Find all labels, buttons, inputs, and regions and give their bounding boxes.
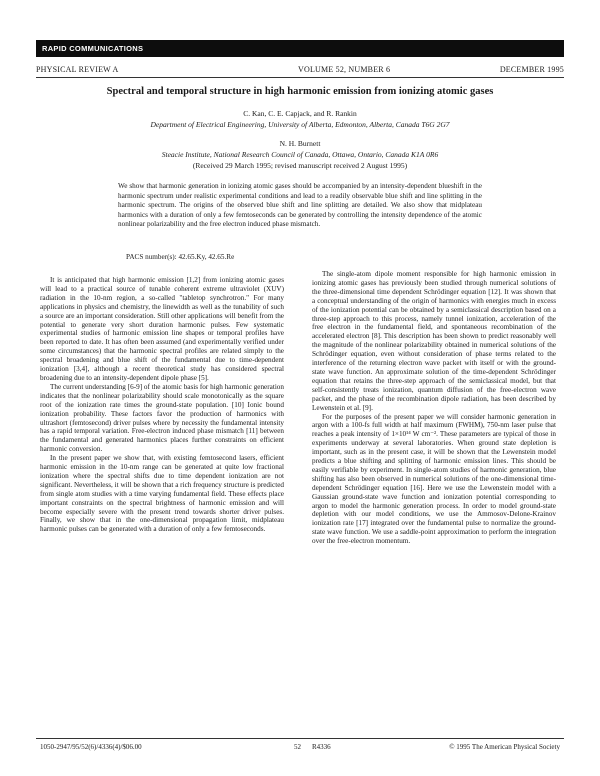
volume-footer: 52 <box>294 743 301 751</box>
affiliation-1: Department of Electrical Engineering, University of Alberta, Edmonton, Alberta, Canada T6G 2G7 <box>150 120 450 129</box>
paragraph: The current understanding [6-9] of the atomic basis for high harmonic generation indicates that the nonlinear polarizability should scale monotonically as the square root of the ionization rate times the ground-state population. [10] Ionic bound ionization probability. These factors favor the production of harmonics with ultrashort (femtosecond) driver pulses where by necessity the fundamental intensity has a rapid temporal variation. Free-electron induced phase mismatch [11] between the fundamental and generated harmonics places further constraints on efficient harmonic conversion. <box>40 382 284 454</box>
header-rule <box>36 77 564 78</box>
page-code: R4336 <box>312 743 331 751</box>
right-column <box>312 270 556 546</box>
copyright: © 1995 The American Physical Society <box>449 743 560 751</box>
left-column <box>40 276 284 534</box>
issn-code: 1050-2947/95/52(6)/4336(4)/$06.00 <box>40 743 142 751</box>
volume-number: VOLUME 52, NUMBER 6 <box>298 65 391 74</box>
journal-header <box>36 64 564 75</box>
journal-name: PHYSICAL REVIEW A <box>36 65 119 74</box>
author-list-1: C. Kan, C. E. Capjack, and R. Rankin <box>243 109 357 118</box>
author-list-2: N. H. Burnett <box>279 139 321 148</box>
received-dates: (Received 29 March 1995; revised manuscript received 2 August 1995) <box>192 161 408 170</box>
affiliation-2: Steacie Institute, National Research Council of Canada, Ottawa, Ontario, Canada K1A 0R6 <box>161 150 439 159</box>
paragraph: In the present paper we show that, with existing femtosecond lasers, efficient harmonic emission in the 10-nm range can be generated at quite low fractional ionization where the spectral shifts due to time dependent ionization are not significant. Nevertheless, it will be shown that a rich frequency structure is predicted from single atom studies with a time varying fundamental field. These effects place important constraints on the spectral brightness of harmonic emission and will become especially severe with the present trend towards shorter driver pulses. Finally, we show that in the one-dimensional propagation limit, midplateau harmonic pulses can be generated with a duration of only a few femtoseconds. <box>40 454 284 534</box>
pacs-numbers: PACS number(s): 42.65.Ky, 42.65.Re <box>126 253 235 261</box>
footer-rule <box>36 738 564 739</box>
paragraph: The single-atom dipole moment responsible for high harmonic emission in ionizing atomic gases has previously been studied through numerical solutions of the three-dimensional time dependent Schrödinger equation [12]. It was shown that a conceptual understanding of the origin of harmonics with energies much in excess of the ionization potential can be obtained by a semiclassical description based on a three-step approach to this process, namely tunnel ionization, acceleration of the free electron in the fundamental field, and spontaneous recombination of the accelerated electron [8]. This description has been shown to predict reasonably well the magnitude of the nonlinear polarizability obtained in numerical solutions of the Schrödinger equation, even without consideration of phase terms related to the interference of the returning electron wave packet with itself or with the ground-state wave function. An approximate solution of the time-dependent Schrödinger equation that retains the three-step approach of the semiclassical model, but that self-consistently treats ionization, quantum diffusion of the free-electron wave packet, and the phase of the recombination dipole radiation, has been described by Lewenstein et al. [9]. <box>312 270 556 412</box>
abstract: We show that harmonic generation in ionizing atomic gases should be accompanied by an intensity-dependent blueshift in the harmonic spectrum under realistic experimental conditions and lead to a readily observable blue shift and line splitting in the harmonic spectrum. The origins of the observed blue shift and line splitting are detailed. We also show that midplateau harmonics with a duration of only a few femtoseconds can be generated by controlling the intensity dependence of the atomic nonlinear polarizability and the free electron induced phase mismatch. <box>118 182 482 229</box>
issue-date: DECEMBER 1995 <box>499 65 564 74</box>
paragraph: It is anticipated that high harmonic emission [1,2] from ionizing atomic gases will lead to a practical source of tunable coherent extreme ultraviolet (XUV) radiation in the 10-nm region, a so-called "tabletop synchrotron." For many applications in physics and chemistry, the linewidth as well as the tunability of such a source are an important consideration. Still other applications will benefit from the potential to generate very short duration harmonic pulses. Few systematic experimental studies of harmonic emission line shapes or temporal profiles have been reported to date. It has often been assumed (and experimentally verified under some circumstances) that the harmonic spectral profiles are related simply to the spectral broadening and blue shift of the fundamental due to time-dependent ionization [3,4], although a recent theoretical study has considered spectral broadening due to an intensity-dependent dipole phase [5]. <box>40 276 284 382</box>
paragraph: For the purposes of the present paper we will consider harmonic generation in argon with a 100-fs full width at half maximum (FWHM), 750-nm laser pulse that reaches a peak intensity of 1×10¹⁴ W cm⁻². These parameters are typical of those in experiments underway at several laboratories. When ground state depletion is important, such as in the present case, it will be shown that the Lewenstein model predicts a blue shifting and splitting of harmonic emission lines. This should be easily verifiable by experiment. In single-atom studies of harmonic generation, blue shifting has also been observed in numerical solutions of the one-dimensional time-dependent Schrödinger equation [16]. Here we use the Lewenstein model with a Gaussian ground-state wave function and ionization potential corresponding to argon to model the harmonic generation process. In order to model ground-state depletion with our model conditions, we use the Ammosov-Delone-Krainov ionization rate [17] integrated over the fundamental pulse to normalize the ground-state wave function. We use a saddle-point approximation to perform the integration over the free-electron momentum. <box>312 412 556 546</box>
article-title: Spectral and temporal structure in high harmonic emission from ionizing atomic gases <box>106 86 494 97</box>
section-banner: RAPID COMMUNICATIONS <box>36 40 564 57</box>
